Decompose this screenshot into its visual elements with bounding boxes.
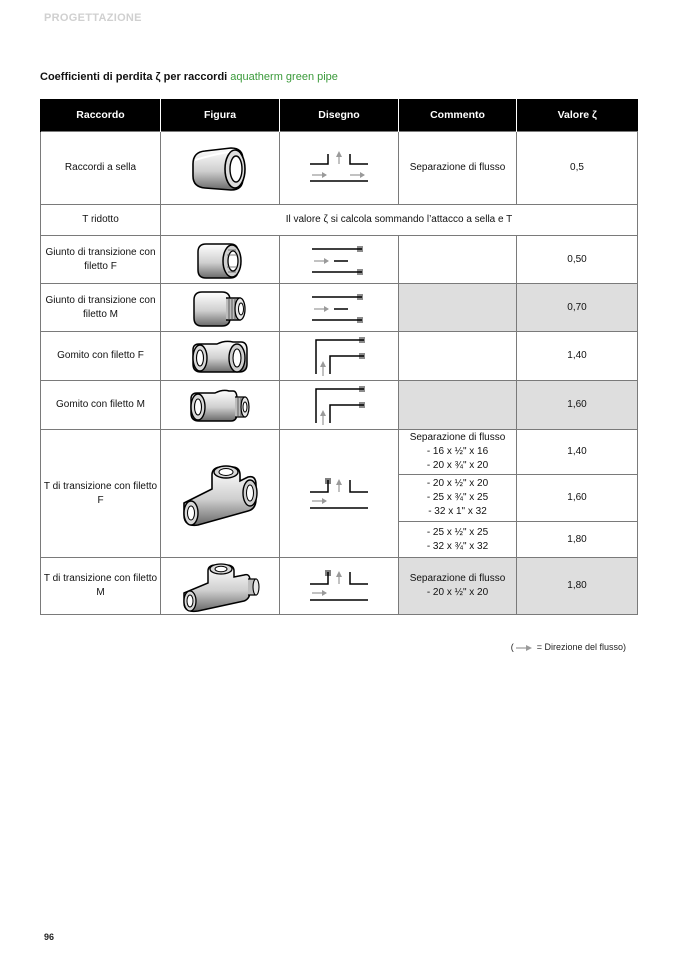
zeta-value: 0,5 <box>517 132 638 205</box>
zeta-value: 0,70 <box>517 284 638 332</box>
comment-line: - 20 x ½" x 20 <box>426 478 489 489</box>
comment <box>399 558 517 615</box>
col-header-disegno: Disegno <box>280 99 399 132</box>
merged-note: Il valore ζ si calcola sommando l’attacco a sella e T <box>161 205 638 236</box>
table-row <box>41 430 638 558</box>
zeta-value-groups <box>517 430 638 558</box>
title-text: Coefficienti di perdita ζ per raccordi <box>40 71 231 83</box>
comment <box>399 381 517 430</box>
comment-group <box>399 522 516 557</box>
section-label: PROGETTAZIONE <box>44 12 142 24</box>
comment-line: - 25 x ¾" x 25 <box>426 492 489 503</box>
comment-line: - 32 x ¾" x 32 <box>426 540 489 552</box>
col-header-figura: Figura <box>161 99 280 132</box>
male-transition-diagram-icon <box>280 284 399 332</box>
zeta-value: 1,60 <box>517 381 638 430</box>
flow-direction-arrow-icon <box>516 644 534 652</box>
male-elbow-diagram-icon <box>280 381 399 430</box>
table-row <box>41 284 638 332</box>
male-threaded-tee-icon <box>161 558 280 615</box>
comment-line: - 32 x 1" x 32 <box>428 506 487 517</box>
page-number: 96 <box>44 932 55 942</box>
comment-line: - 20 x ½" x 20 <box>426 587 489 598</box>
zeta-value: 0,50 <box>517 236 638 284</box>
male-threaded-elbow-icon <box>161 381 280 430</box>
female-threaded-coupling-icon <box>161 236 280 284</box>
fitting-name: Giunto di transizione con filetto M <box>41 284 161 332</box>
female-tee-diagram-icon <box>280 430 399 558</box>
comment-line: - 16 x ½" x 16 <box>426 446 489 457</box>
fitting-name: Gomito con filetto F <box>41 332 161 381</box>
comment-groups <box>399 430 517 558</box>
fitting-name: Gomito con filetto M <box>41 381 161 430</box>
saddle-flow-diagram-icon <box>280 132 399 205</box>
fitting-name: T ridotto <box>41 205 161 236</box>
legend-text: = Direzione del flusso) <box>534 642 626 652</box>
zeta-value: 1,60 <box>517 475 637 522</box>
comment-group <box>399 430 516 475</box>
comment: Separazione di flusso <box>399 132 517 205</box>
zeta-value: 1,80 <box>567 533 587 545</box>
female-threaded-tee-icon <box>161 430 280 558</box>
female-transition-diagram-icon <box>280 236 399 284</box>
zeta-value: 1,40 <box>517 332 638 381</box>
comment-line: Separazione di flusso <box>409 432 506 443</box>
table-row <box>41 558 638 615</box>
female-threaded-elbow-icon <box>161 332 280 381</box>
comment <box>399 332 517 381</box>
loss-coefficient-table <box>40 99 638 615</box>
comment-line: - 20 x ¾" x 20 <box>426 460 489 471</box>
male-threaded-coupling-icon <box>161 284 280 332</box>
comment <box>399 236 517 284</box>
comment-line: Separazione di flusso <box>409 573 506 584</box>
flow-direction-legend <box>511 642 626 652</box>
legend-open-paren: ( <box>510 642 514 652</box>
comment-group <box>399 475 516 522</box>
table-header-row <box>41 99 638 132</box>
col-header-commento: Commento <box>399 99 517 132</box>
table-row <box>41 381 638 430</box>
col-header-valore: Valore ζ <box>517 99 638 132</box>
fitting-name: T di transizione con filetto F <box>41 430 161 558</box>
saddle-fitting-icon <box>161 132 280 205</box>
zeta-value: 1,80 <box>517 558 638 615</box>
table-row <box>41 205 638 236</box>
table-row <box>41 132 638 205</box>
table-row <box>41 236 638 284</box>
table-row <box>41 332 638 381</box>
comment <box>399 284 517 332</box>
comment-line: - 25 x ½" x 25 <box>426 526 489 538</box>
brand-name: aquatherm green pipe <box>230 71 338 83</box>
page-title <box>40 71 338 83</box>
zeta-value: 1,40 <box>517 430 637 475</box>
fitting-name: Giunto di transizione con filetto F <box>41 236 161 284</box>
col-header-raccordo: Raccordo <box>41 99 161 132</box>
female-elbow-diagram-icon <box>280 332 399 381</box>
fitting-name: Raccordi a sella <box>41 132 161 205</box>
fitting-name: T di transizione con filetto M <box>41 558 161 615</box>
male-tee-diagram-icon <box>280 558 399 615</box>
